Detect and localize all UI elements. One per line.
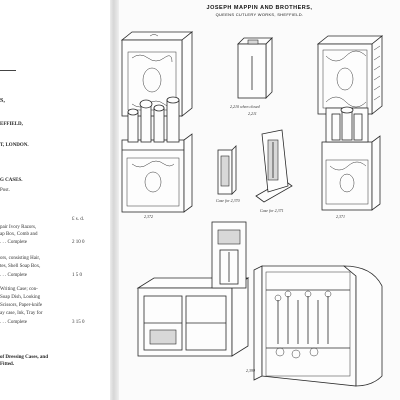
caption-bottom: 2,399 [246,368,255,373]
caption-middle-center: Case for 2,370 [216,198,240,203]
left-line-3: T, LONDON. [0,143,29,148]
item-price: 3 15 0 [72,320,85,325]
list-item: ay case, Ink, Tray for [0,311,43,316]
footer-line-2: Fitted. [0,362,15,367]
slim-case-figure [238,38,272,98]
footer-line-1: of Dressing Cases, and [0,355,48,360]
instrument-case-figure [254,266,382,386]
list-item: ap Box, Comb and [0,232,38,237]
narrow-case-figure [218,146,236,194]
list-item: Writing Case; con- [0,287,38,292]
large-open-case-figure [138,222,248,356]
caption-top-center-num: 2,211 [248,111,257,116]
page-title: JOSEPH MAPPIN AND BROTHERS, [206,5,313,11]
list-item: . . . Complete [0,273,27,278]
left-line-1: S, [0,98,5,104]
item-price: 1 5 0 [72,273,82,278]
list-item: Soap Dish, Looking [0,295,41,300]
caption-top-center: 2,210 when closed [230,104,260,109]
caption-middle-right: 2,371 [336,214,345,219]
list-item: pair Ivory Razors, [0,225,37,230]
hinged-case-figure [256,130,292,202]
list-item: . . . Complete [0,320,27,325]
price-header: £ s. d. [72,217,84,222]
tall-open-case-figure [322,107,380,210]
closed-box-figure [122,32,192,116]
left-line-2: EFFIELD, [0,122,23,127]
list-item: tes, Shell Soap Box, [0,264,41,269]
list-item: . . . Complete [0,240,27,245]
list-item: ors, consisting Hair, [0,256,41,261]
page-subtitle: QUEENS CUTLERY WORKS, SHEFFIELD. [215,12,304,17]
caption-middle-left: 2,372 [144,214,153,219]
list-item: Scissors, Paper-knife [0,303,43,308]
item-price: 2 10 0 [72,240,85,245]
ornate-box-figure [318,36,382,114]
note-top: Post. [0,188,10,193]
section-heading: G CASES. [0,178,23,183]
caption-middle-center-b: Case for 2,371 [260,208,284,213]
